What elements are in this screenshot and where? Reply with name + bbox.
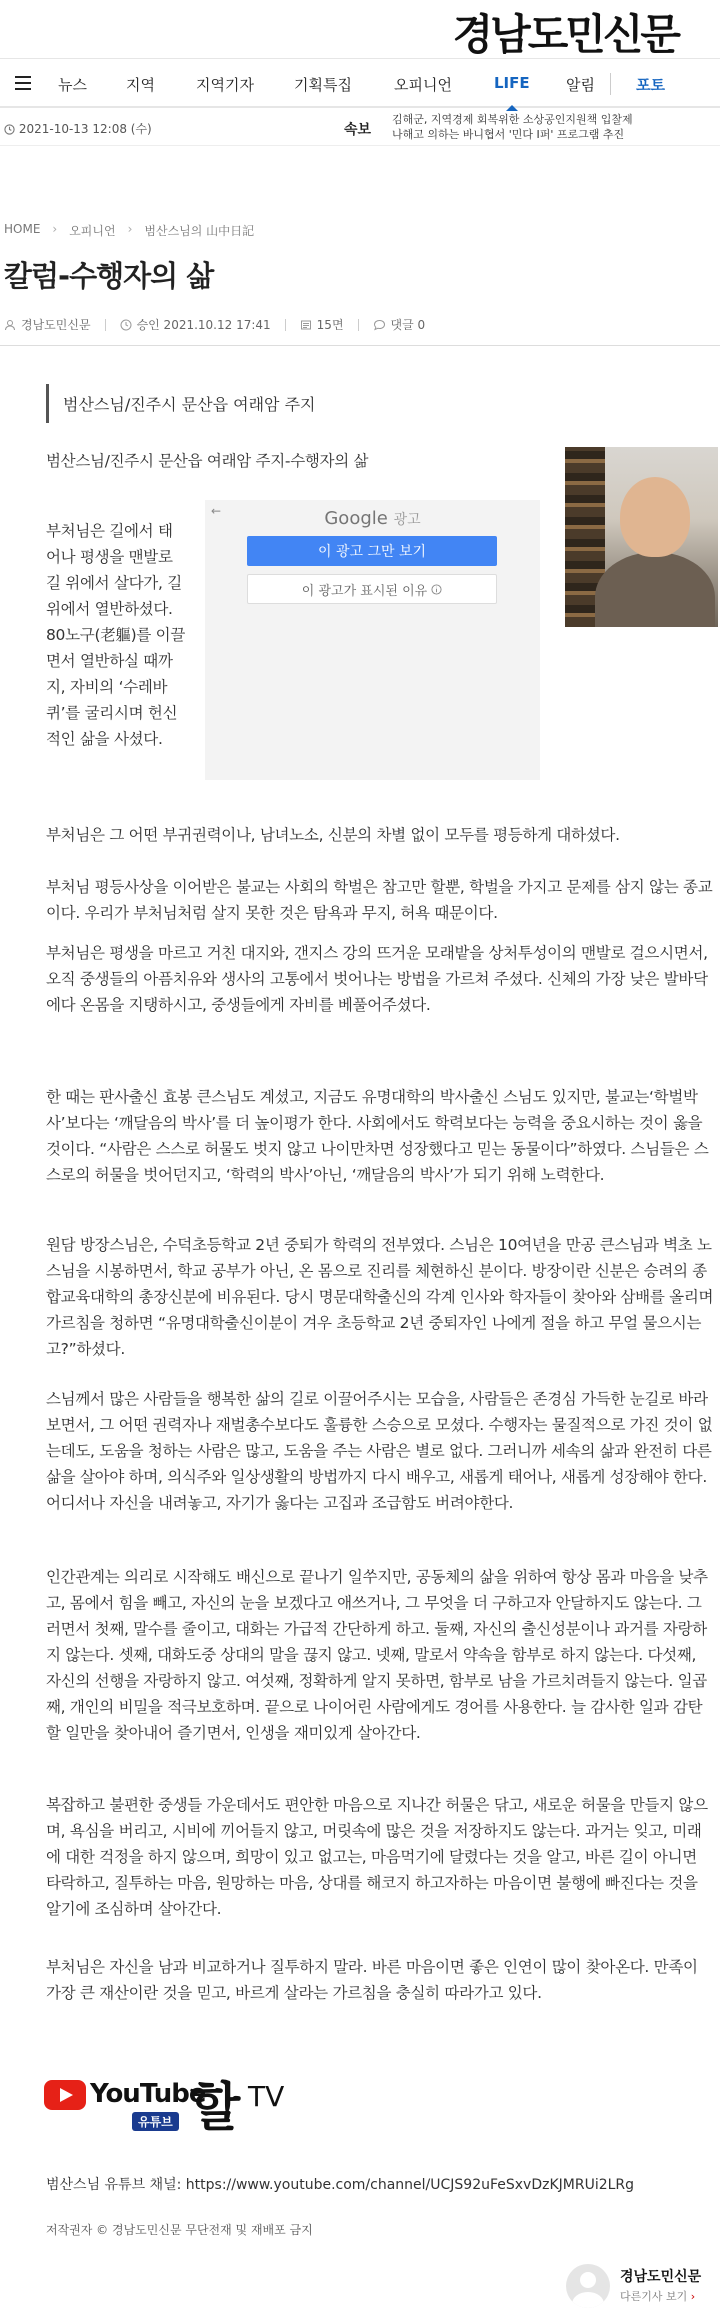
current-date-text: 2021-10-13 12:08 (수) — [18, 122, 152, 136]
meta-divider-line — [0, 345, 720, 346]
nav-item-feature[interactable]: 기획특집 — [294, 76, 352, 94]
comment-count[interactable]: 댓글 0 — [390, 318, 426, 332]
breaking-ticker[interactable] — [392, 112, 692, 142]
page-meta — [300, 316, 344, 333]
clock-icon — [4, 124, 15, 135]
article-paragraph: 부처님은 평생을 마르고 거친 대지와, 갠지스 강의 뜨거운 모래밭을 상처투성이의 맨발로 걸으시면서, 오직 중생들의 아픔치유와 생사의 고통에서 벗어나는 방법을 가르쳐 주셨다. 신체의 가장 낮은 발바닥에다 온몸을 지탱하시고, 중생들에게 자비를 베풀어주셨다. — [46, 944, 708, 1014]
article-paragraph: 스님께서 많은 사람들을 행복한 삶의 길로 이끌어주시는 모습을, 사람들은 존경심 가득한 눈길로 바라보면서, 그 어떤 권력자나 재벌총수보다도 훌륭한 스승으로 모셨다. 수행자는 물질적으로 가진 것이 없는데도, 도움을 청하는 사람은 많고, 도움을 주는 사람은 별로 없다. 그러니까 세속의 삶과 완전히 다른 삶을 살아야 하며, 의식주와 일상생활의 방법까지 다시 배우고, 새롭게 태어나, 새롭게 성장해야 한다. 어디서나 자신을 내려놓고, 자기가 옳다는 고집과 조급함도 버려야한다. — [46, 1390, 713, 1512]
avatar — [566, 2264, 610, 2308]
back-arrow-icon[interactable]: ← — [211, 504, 222, 518]
more-articles-label: 다른기사 보기 — [620, 2290, 688, 2303]
copyright-notice: 저작권자 © 경남도민신문 무단전재 및 재배포 금지 — [46, 2223, 313, 2237]
youtube-badge: 유튜브 — [132, 2112, 179, 2131]
ticker-item[interactable]: 나해고 의하는 바니협서 '민다 I퍼' 프로그램 추진 — [392, 128, 625, 141]
site-logo[interactable]: 경남도민신문 — [452, 10, 678, 59]
article-meta — [4, 316, 439, 333]
article-paragraph: 복잡하고 불편한 중생들 가운데서도 편안한 마음으로 지나간 허물은 닦고, 새로운 허물을 만들지 않으며, 욕심을 버리고, 시비에 끼어들지 않고, 머릿속에 많은 것을 저장하지도 않는다. 과거는 잊고, 미래에 대한 걱정을 하지 않으며, 희망이 있고 없고는, 마음먹기에 달렸다는 것을 알고, 바른 길이 아니면 타락하고, 질투하는 마음, 원망하는 마음, 상대를 해코지 하고자하는 마음이면 불행에 빠진다는 것을 알기에 조심하며 살아간다. — [46, 1796, 708, 1918]
why-ad-button[interactable] — [247, 574, 497, 604]
author-card[interactable] — [566, 2262, 718, 2308]
date-bar — [0, 108, 720, 146]
article-byline: 범산스님/진주시 문산읍 여래암 주지-수행자의 삶 — [46, 452, 369, 470]
article-paragraph: 부처님은 그 어떤 부귀권력이나, 남녀노소, 신분의 차별 없이 모두를 평등하게 대하셨다. — [46, 826, 620, 844]
google-ad — [205, 500, 540, 780]
breaking-label: 속보 — [344, 122, 372, 138]
google-wordmark: Google — [324, 508, 388, 529]
approved-meta — [120, 316, 271, 333]
masthead — [0, 0, 720, 58]
article-paragraph: 부처님은 길에서 태어나 평생을 맨발로 길 위에서 살다가, 길 위에서 열반하셨다. 80노구(老軀)를 이끌면서 열반하실 때까지, 자비의 ‘수레바퀴’를 굴리시며 헌신적인 삶을 사셨다. — [46, 522, 186, 748]
nav-item-opinion[interactable]: 오피니언 — [394, 76, 452, 94]
chevron-right-icon: › — [127, 222, 133, 236]
nav-item-life[interactable]: LIFE — [494, 74, 530, 92]
author-photo — [565, 447, 718, 627]
comment-icon — [373, 319, 386, 331]
nav-item-photo[interactable]: 포토 — [636, 76, 665, 94]
current-date — [4, 120, 152, 137]
author-card-name[interactable]: 경남도민신문 — [620, 2269, 702, 2285]
ad-header — [205, 508, 540, 529]
nav-item-region[interactable]: 지역 — [126, 76, 155, 94]
page-number: 15면 — [316, 318, 344, 332]
hal-tv-logo: 할 — [190, 2077, 241, 2138]
breadcrumb — [4, 222, 254, 239]
meta-divider — [105, 319, 106, 331]
newspaper-icon — [300, 319, 312, 331]
ticker-item[interactable]: 김해군, 지역경제 회복위한 소상공인지원책 입찰제 — [392, 113, 633, 126]
chevron-right-icon: › — [52, 222, 58, 236]
nav-item-region-reporter[interactable]: 지역기자 — [196, 76, 254, 94]
meta-divider — [358, 319, 359, 331]
article-paragraph: 한 때는 판사출신 효봉 큰스님도 계셨고, 지금도 유명대학의 박사출신 스님도 있지만, 불교는‘학벌박사’보다는 ‘깨달음의 박사’를 더 높이평가 한다. 사회에서도 학력보다는 능력을 중요시하는 것이 옳을 것이다. “사람은 스스로 허물도 벗지 않고 나이만차면 성장했다고 믿는 동물이다”하였다. 스님들은 스스로의 허물을 벗어던지고, ‘학력의 박사’아닌, ‘깨달음의 박사’가 되기 위해 노력한다. — [46, 1088, 709, 1184]
why-ad-label: 이 광고가 표시된 이유 — [301, 583, 428, 599]
more-articles-link[interactable] — [620, 2288, 695, 2304]
youtube-wordmark: YouTube — [90, 2079, 206, 2109]
nav-item-news[interactable]: 뉴스 — [58, 76, 87, 94]
tv-label: TV — [248, 2080, 285, 2113]
main-nav — [0, 58, 720, 108]
article-paragraph: 원담 방장스님은, 수덕초등학교 2년 중퇴가 학력의 전부였다. 스님은 10여년을 만공 큰스님과 벽초 노스님을 시봉하면서, 학교 공부가 아닌, 온 몸으로 진리를 체현하신 분이다. 방장이란 신분은 승려의 종합교육대학의 총장신분에 비유된다. 당시 명문대학출신의 각계 인사와 학자들이 찾아와 삼배를 올리며 가르침을 청하면 “유명대학출신이분이 겨우 초등학교 2년 중퇴자인 나에게 절을 하고 무얼 물으시는고?”하셨다. — [46, 1236, 714, 1358]
breadcrumb-column[interactable]: 범산스님의 山中日記 — [144, 224, 255, 238]
author-meta — [4, 316, 91, 333]
info-icon — [431, 584, 442, 595]
chevron-right-icon: › — [690, 2290, 696, 2303]
user-icon — [4, 319, 16, 331]
menu-icon[interactable] — [0, 76, 46, 90]
breadcrumb-section[interactable]: 오피니언 — [69, 224, 116, 238]
youtube-logo — [44, 2077, 314, 2150]
nav-divider — [610, 73, 611, 95]
article-paragraph: 부처님 평등사상을 이어받은 불교는 사회의 학벌은 참고만 할뿐, 학벌을 가지고 문제를 삼지 않는 종교이다. 우리가 부처님처럼 살지 못한 것은 탐욕과 무지, 허욕 때문이다. — [46, 878, 713, 922]
author-name[interactable]: 경남도민신문 — [21, 318, 91, 332]
page-title: 칼럼-수행자의 삶 — [4, 259, 214, 293]
article-lead: 범산스님/진주시 문산읍 여래암 주지 — [46, 384, 676, 423]
nav-item-notice[interactable]: 알림 — [566, 76, 595, 94]
ad-label: 광고 — [393, 512, 421, 528]
youtube-play-icon — [44, 2080, 86, 2110]
comment-meta[interactable] — [373, 316, 426, 333]
youtube-channel-link[interactable]: 범산스님 유튜브 채널: https://www.youtube.com/channel/UCJS92uFeSxvDzKJMRUi2LRg — [46, 2177, 635, 2193]
article-paragraph: 부처님은 자신을 남과 비교하거나 질투하지 말라. 바른 마음이면 좋은 인연이 많이 찾아온다. 만족이 가장 큰 재산이란 것을 믿고, 바르게 살라는 가르침을 충실히 따라가고 있다. — [46, 1958, 698, 2002]
approved-time: 승인 2021.10.12 17:41 — [136, 318, 271, 332]
meta-divider — [285, 319, 286, 331]
breadcrumb-home[interactable]: HOME — [4, 222, 41, 236]
stop-ad-button[interactable]: 이 광고 그만 보기 — [247, 536, 497, 566]
article-paragraph: 인간관계는 의리로 시작해도 배신으로 끝나기 일쑤지만, 공동체의 삶을 위하여 항상 몸과 마음을 낮추고, 몸에서 힘을 빼고, 자신의 눈을 보겠다고 애쓰거나, 그 무엇을 더 구하고자 안달하지도 않는다. 그러면서 첫째, 말수를 줄이고, 대화는 가급적 간단하게 하고. 둘째, 자신의 출신성분이나 과거를 자랑하지 않는다. 셋째, 대화도중 상대의 말을 끊지 않고. 넷째, 말로서 약속을 함부로 하지 않는다. 다섯째, 자신의 선행을 자랑하지 않고. 여섯째, 정확하게 알지 못하면, 함부로 남을 가르치려들지 않는다. 일곱째, 개인의 비밀을 적극보호하며. 끝으로 나이어린 사람에게도 경어를 사용한다. 늘 감사한 일과 감탄할 일만을 찾아내어 즐기면서, 인생을 재미있게 살아간다. — [46, 1568, 708, 1742]
clock-icon — [120, 319, 132, 331]
